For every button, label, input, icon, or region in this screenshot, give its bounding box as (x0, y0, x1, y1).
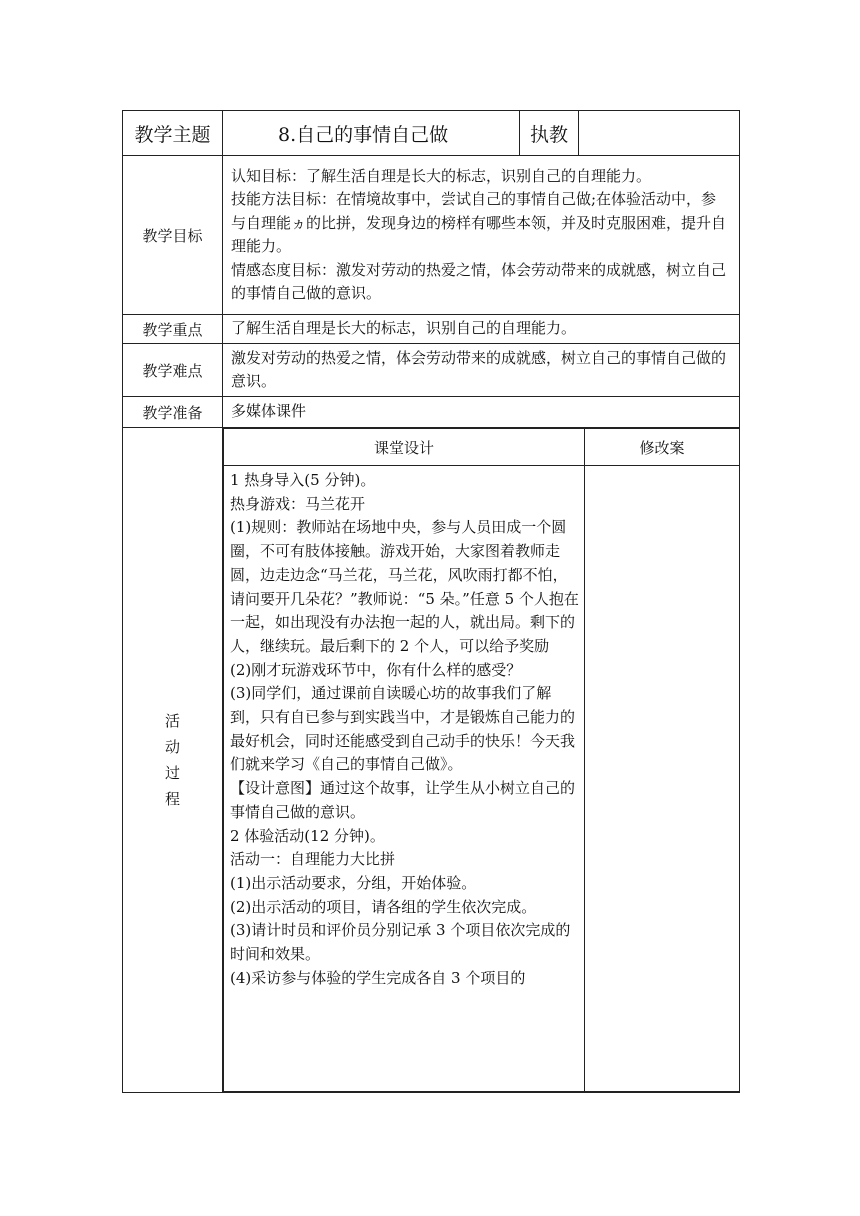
design-line: (3)请计时员和评价员分别记承 3 个项目依次完成的时间和效果。 (230, 921, 571, 964)
lesson-plan-table (122, 110, 740, 1093)
teacher-label: 执教 (520, 111, 579, 156)
key-points-label: 教学重点 (123, 315, 223, 344)
objective-emotion: 情感态度目标：激发对劳动的热爱之情，体会劳动带来的成就感，树立自己的事情自己做的意识。 (231, 260, 727, 302)
key-points-row (123, 315, 740, 344)
preparation-content: 多媒体课件 (223, 397, 740, 428)
process-inner-table (223, 428, 740, 1092)
objectives-row (123, 156, 740, 315)
lesson-plan-page (122, 110, 739, 1093)
topic-value: 8.自己的事情自己做 (223, 111, 520, 156)
topic-label: 教学主题 (123, 111, 223, 156)
design-line: (2)出示活动的项目，请各组的学生依次完成。 (230, 897, 537, 916)
design-line: (3)同学们，通过课前自读暖心坊的故事我们了解到，只有自已参与到实践当中，才是锻炼自己能力的最好机会，同时还能感受到自己动手的快乐！今天我们就来学习《自己的事情自己做》。 (230, 684, 576, 774)
process-content (223, 428, 740, 1093)
difficulties-row (123, 344, 740, 397)
objectives-label: 教学目标 (123, 156, 223, 315)
revise-header: 修改案 (585, 429, 740, 466)
objectives-content (223, 156, 740, 315)
design-body (224, 466, 585, 1092)
process-label-char: 活 (164, 712, 180, 730)
process-row (123, 428, 740, 1093)
design-line: 2 体验活动(12 分钟)。 (230, 826, 385, 845)
teacher-value (579, 111, 740, 156)
revise-body (585, 466, 740, 1092)
design-header: 课堂设计 (224, 429, 585, 466)
process-label-char: 动 (164, 738, 180, 756)
design-line: 热身游戏：马兰花开 (230, 494, 366, 513)
design-line: (2)刚才玩游戏环节中，你有什么样的感受？ (230, 660, 522, 679)
preparation-label: 教学准备 (123, 397, 223, 428)
objective-skill: 技能方法目标：在情境故事中，尝试自己的事情自己做;在体验活动中，参与自理能ヵ的比拼，发现身边的榜样有哪些本领，并及时克服困难，提升自理能力。 (231, 190, 727, 255)
process-label-char: 程 (164, 790, 180, 808)
design-line: 活动一：自理能力大比拼 (230, 850, 396, 869)
design-line: 【设计意图】通过这个故事，让学生从小树立自己的事情自己做的意识。 (230, 779, 576, 821)
design-line: (4)采访参与体验的学生完成各自 3 个项目的 (230, 968, 526, 987)
topic-row (123, 111, 740, 156)
process-label (123, 428, 223, 1093)
design-line: (1)出示活动要求，分组，开始体验。 (230, 873, 477, 892)
difficulties-label: 教学难点 (123, 344, 223, 397)
process-label-char: 过 (164, 764, 180, 782)
key-points-content: 了解生活自理是长大的标志，识别自己的自理能力。 (223, 315, 740, 344)
objective-cognitive: 认知目标：了解生活自理是长大的标志，识别自己的自理能力。 (231, 166, 652, 185)
design-line: (1)规则：教师站在场地中央，参与人员田成一个圆圈，不可有肢体接触。游戏开始，大家图着教师走圆，边走边念“马兰花，马兰花，风吹雨打都不怕，请问要开几朵花？”教师说：“5 朵。”任意 5 个人抱在一起，如出现没有办法抱一起的人，就出局。剩下的人，继续玩。最后剩下的 2 个人，可以给予奖励 (230, 518, 579, 655)
preparation-row (123, 397, 740, 428)
difficulties-content: 激发对劳动的热爱之情，体会劳动带来的成就感，树立自己的事情自己做的意识。 (223, 344, 740, 397)
design-line: 1 热身导入(5 分钟)。 (230, 471, 376, 489)
